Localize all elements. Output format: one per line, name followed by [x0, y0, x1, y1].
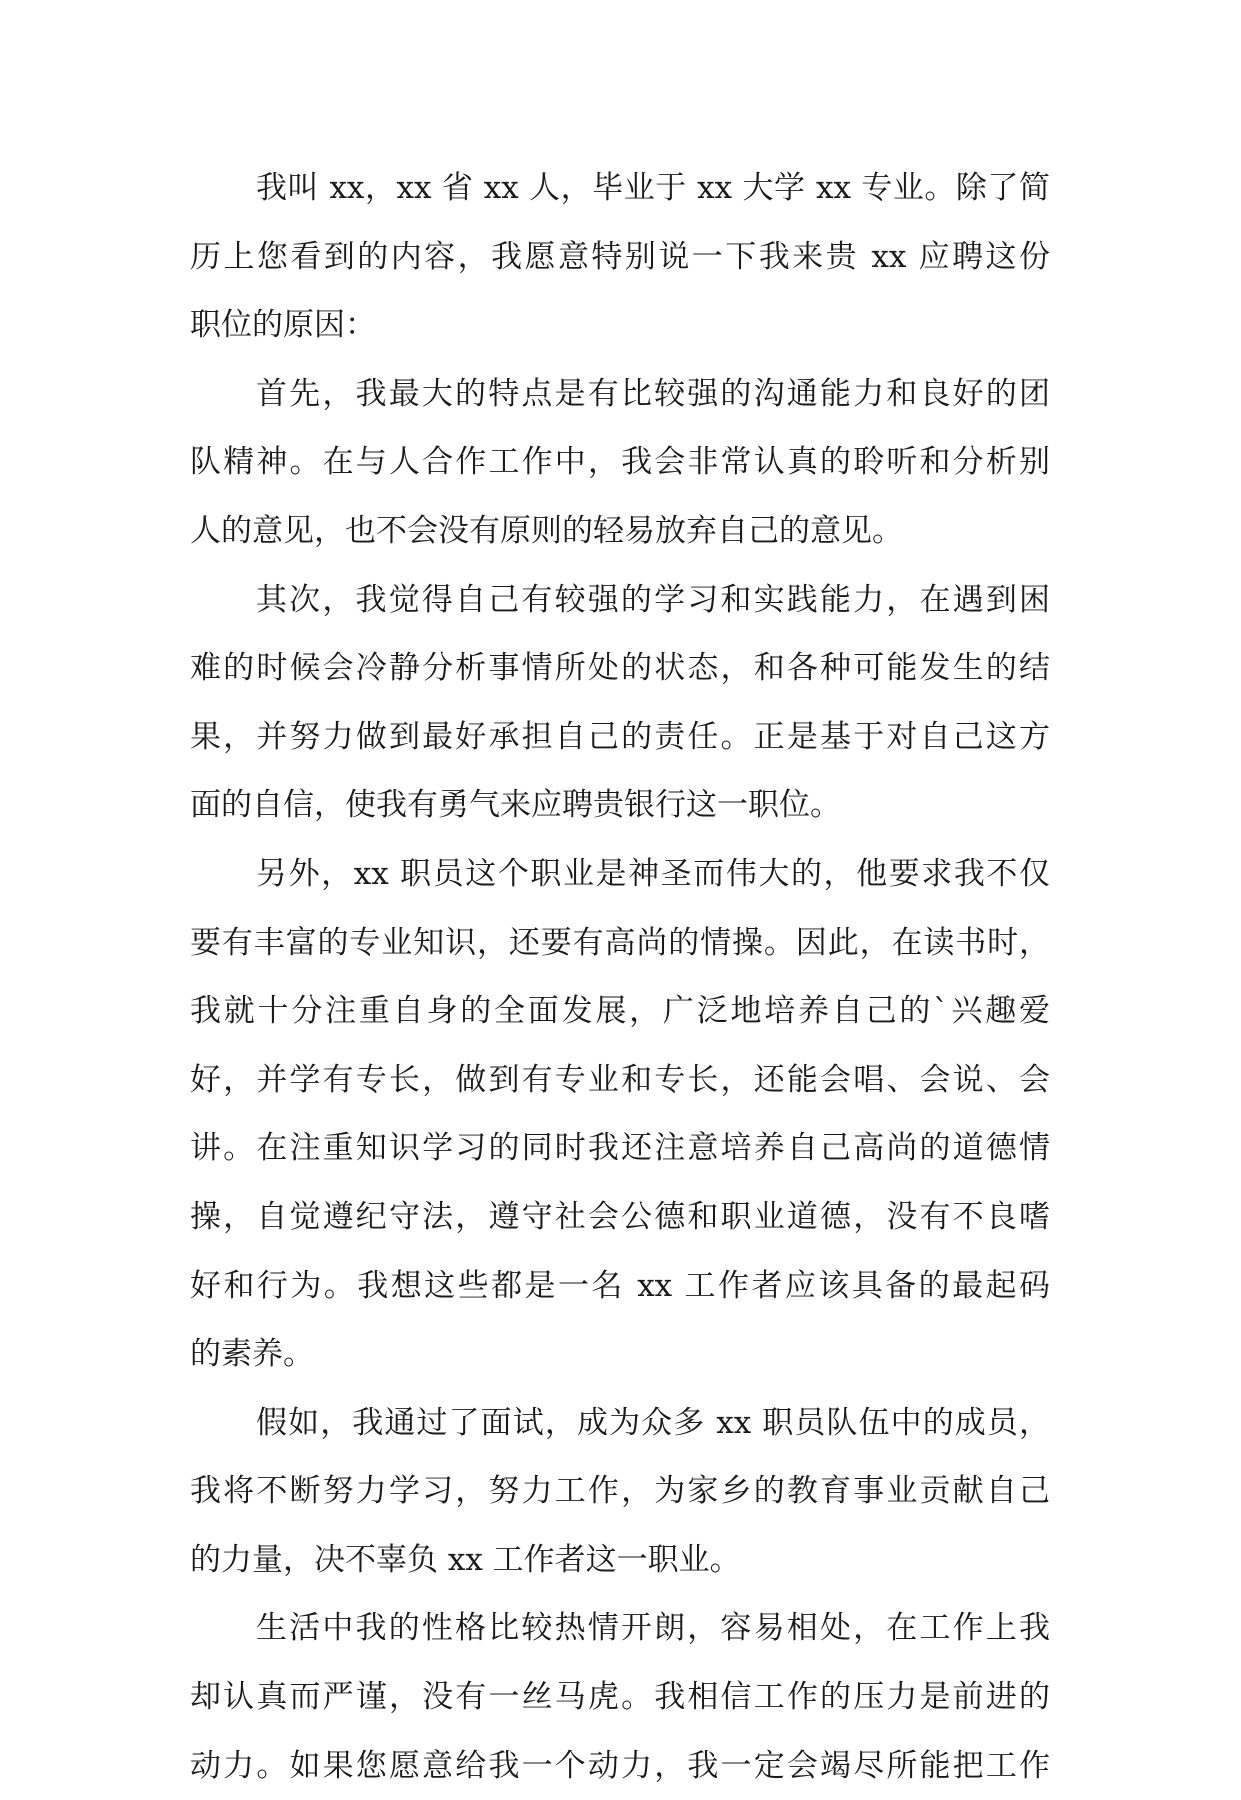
paragraph-first-line: 我叫 xx，xx 省 xx 人，毕业于 xx 大学 xx 专业。除了简: [256, 170, 1050, 206]
paragraph-line: 职位的原因：: [190, 307, 376, 344]
paragraph-line: 的力量，决不辜负 xx 工作者这一职业。: [190, 1541, 741, 1578]
paragraph-first-line: 生活中我的性格比较热情开朗，容易相处，在工作上我: [256, 1610, 1050, 1647]
paragraph-line: 历上您看到的内容，我愿意特别说一下我来贵 xx 应聘这份: [190, 238, 1050, 275]
paragraph-line: 讲。在注重知识学习的同时我还注意培养自己高尚的道德情: [190, 1130, 1050, 1167]
document-body: [190, 154, 1050, 1800]
paragraph-first-line: 假如，我通过了面试，成为众多 xx 职员队伍中的成员，: [256, 1404, 1050, 1441]
paragraph-line: 却认真而严谨，没有一丝马虎。我相信工作的压力是前进的: [190, 1679, 1050, 1716]
paragraph-line: 好和行为。我想这些都是一名 xx 工作者应该具备的最起码: [190, 1267, 1050, 1304]
paragraph-line: 队精神。在与人合作工作中，我会非常认真的聆听和分析别: [190, 444, 1050, 481]
paragraph-line: 我就十分注重自身的全面发展，广泛地培养自己的`兴趣爱: [190, 993, 1050, 1030]
paragraph-line: 好，并学有专长，做到有专业和专长，还能会唱、会说、会: [190, 1061, 1050, 1098]
paragraph-line: 我将不断努力学习，努力工作，为家乡的教育事业贡献自己: [190, 1473, 1050, 1510]
paragraph-first-line: 其次，我觉得自己有较强的学习和实践能力，在遇到困: [256, 581, 1050, 618]
paragraph-first-line: 另外，xx 职员这个职业是神圣而伟大的，他要求我不仅: [256, 855, 1050, 892]
paragraph-line: 动力。如果您愿意给我一个动力，我一定会竭尽所能把工作: [190, 1747, 1050, 1784]
paragraph-line: 操，自觉遵纪守法，遵守社会公德和职业道德，没有不良嗜: [190, 1198, 1050, 1235]
paragraph-line: 果，并努力做到最好承担自己的责任。正是基于对自己这方: [190, 718, 1050, 755]
paragraph-line: 要有丰富的专业知识，还要有高尚的情操。因此，在读书时，: [190, 924, 1050, 961]
paragraph-first-line: 首先，我最大的特点是有比较强的沟通能力和良好的团: [256, 375, 1050, 412]
paragraph-line: 的素养。: [190, 1336, 314, 1373]
paragraph-line: 人的意见，也不会没有原则的轻易放弃自己的意见。: [190, 512, 903, 549]
paragraph-line: 面的自信，使我有勇气来应聘贵银行这一职位。: [190, 787, 841, 824]
paragraph-line: 难的时候会冷静分析事情所处的状态，和各种可能发生的结: [190, 650, 1050, 687]
